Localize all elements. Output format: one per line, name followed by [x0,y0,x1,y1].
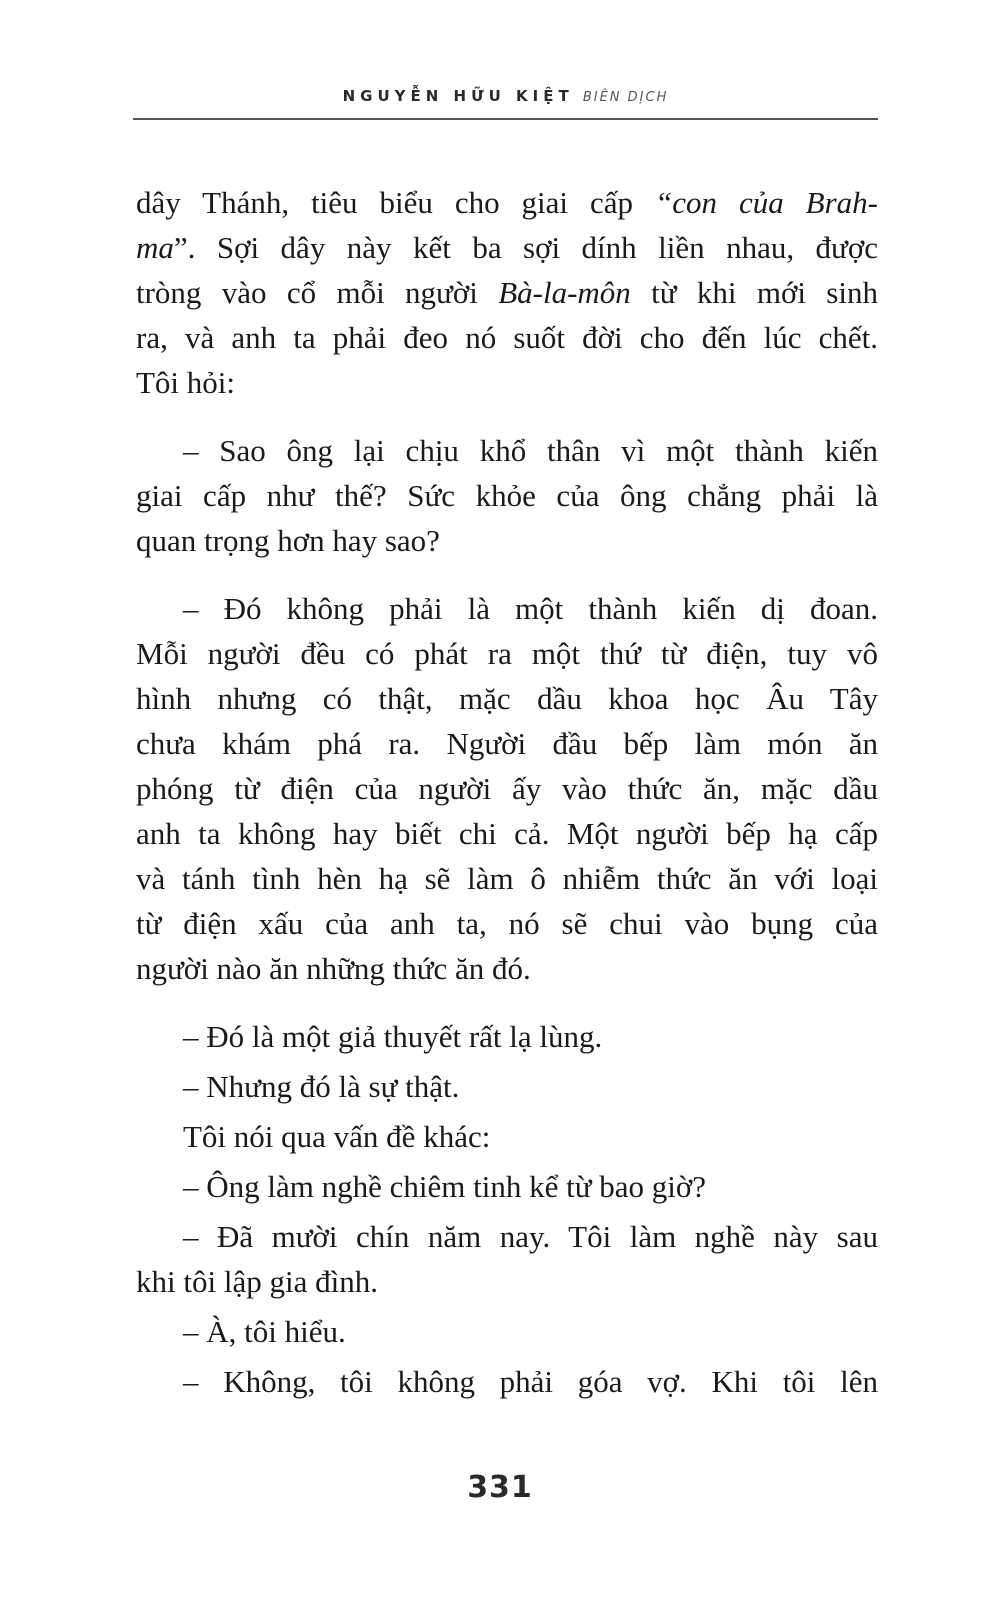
header-author: NGUYỄN HỮU KIỆT [342,87,574,105]
text-line: – Nhưng đó là sự thật. [183,1069,460,1104]
text-line: quan trọng hơn hay sao? [136,523,440,558]
text-line: dây Thánh, tiêu biểu cho giai cấp “con của Brah- [136,185,879,220]
header-rule [133,118,878,120]
body-text [136,180,878,1404]
text-line: ra, và anh ta phải đeo nó suốt đời cho đến lúc chết. [136,320,878,355]
text-line: – Ông làm nghề chiêm tinh kể từ bao giờ? [183,1169,707,1204]
page-number: 331 [467,1470,533,1505]
text-line: và tánh tình hèn hạ sẽ làm ô nhiễm thức ăn với loại [136,861,878,896]
text-line: – Đã mười chín năm nay. Tôi làm nghề này sau [183,1219,878,1254]
text-line: hình nhưng có thật, mặc dầu khoa học Âu Tây [136,681,878,716]
text-line: Mỗi người đều có phát ra một thứ từ điện, tuy vô [136,636,878,671]
text-line: Tôi hỏi: [136,365,236,400]
text-line: – À, tôi hiểu. [183,1314,346,1349]
text-line: chưa khám phá ra. Người đầu bếp làm món ăn [136,726,878,761]
text-line: – Sao ông lại chịu khổ thân vì một thành kiến [183,433,878,468]
text-line: – Đó là một giả thuyết rất lạ lùng. [183,1019,603,1054]
text-line: tròng vào cổ mỗi người Bà-la-môn từ khi mới sinh [136,275,878,310]
text-line: anh ta không hay biết chi cả. Một người bếp hạ cấp [136,816,878,851]
text-line: – Đó không phải là một thành kiến dị đoan. [183,591,878,626]
text-line: Tôi nói qua vấn đề khác: [183,1119,491,1154]
text-line: – Không, tôi không phải góa vợ. Khi tôi lên [183,1364,878,1399]
header-role: BIÊN DỊCH [582,90,669,105]
text-line: từ điện xấu của anh ta, nó sẽ chui vào bụng của [136,906,878,941]
text-line: người nào ăn những thức ăn đó. [136,951,531,986]
text-line: giai cấp như thế? Sức khỏe của ông chẳng phải là [136,478,878,513]
text-line: phóng từ điện của người ấy vào thức ăn, mặc dầu [136,771,878,806]
text-line: khi tôi lập gia đình. [136,1264,378,1299]
running-header [133,86,878,105]
text-line: ma”. Sợi dây này kết ba sợi dính liền nhau, được [136,230,878,265]
